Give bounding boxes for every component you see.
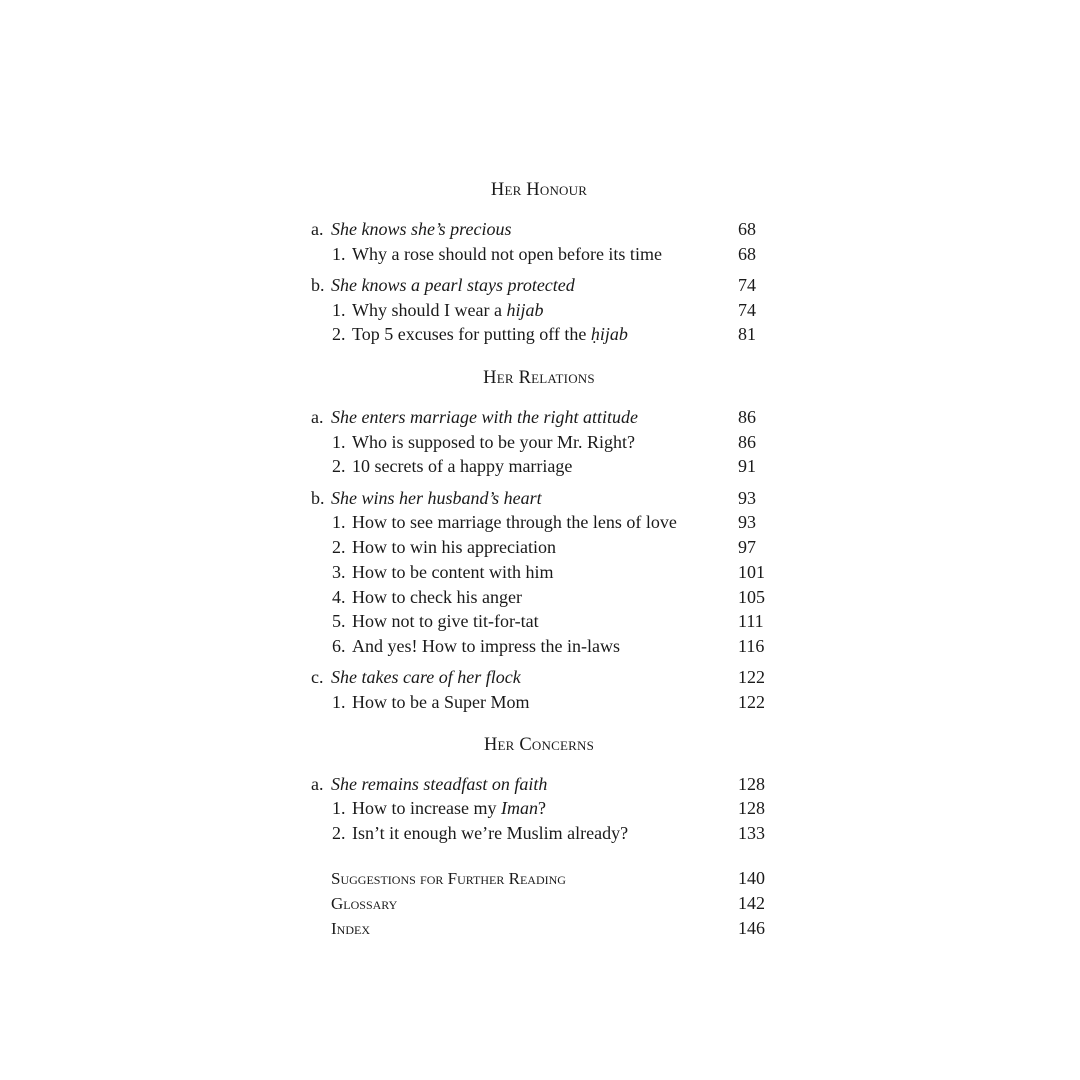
toc-entry: [0, 273, 1080, 298]
toc-entry: [0, 405, 1080, 430]
page-number: 146: [738, 918, 765, 938]
page-number: 93: [738, 512, 756, 532]
toc-subentry: [0, 242, 1080, 267]
page-number: 97: [738, 537, 756, 557]
subentry-number: 4.: [332, 587, 346, 607]
toc-back-matter-entry: [0, 916, 1080, 941]
subentry-number: 1.: [332, 512, 346, 532]
entry-marker: a.: [311, 219, 324, 239]
toc-subentry: [0, 690, 1080, 715]
page-number: 140: [738, 868, 765, 888]
subentry-number: 3.: [332, 562, 346, 582]
subentry-title: 10 secrets of a happy marriage: [352, 456, 573, 476]
toc-subentry: [0, 510, 1080, 535]
subentry-number: 1.: [332, 300, 346, 320]
toc-subentry: [0, 634, 1080, 659]
entry-title: She knows she’s precious: [331, 219, 512, 239]
entry-marker: a.: [311, 774, 324, 794]
toc-entry: [0, 217, 1080, 242]
page-number: 122: [738, 692, 765, 712]
page-number: 128: [738, 798, 765, 818]
subentry-title: Why should I wear a hijab: [352, 300, 544, 320]
section-heading-honour: Her Honour: [490, 180, 588, 200]
toc-subentry: [0, 298, 1080, 323]
entry-title: She wins her husband’s heart: [331, 488, 542, 508]
subentry-number: 5.: [332, 611, 346, 631]
subentry-number: 2.: [332, 324, 346, 344]
page-number: 86: [738, 407, 756, 427]
page-number: 142: [738, 893, 765, 913]
section-heading-concerns: Her Concerns: [483, 735, 594, 755]
subentry-title: And yes! How to impress the in-laws: [352, 636, 620, 656]
subentry-number: 1.: [332, 798, 346, 818]
page-number: 68: [738, 244, 756, 264]
page-number: 105: [738, 587, 765, 607]
subentry-number: 1.: [332, 432, 346, 452]
subentry-title: Who is supposed to be your Mr. Right?: [352, 432, 635, 452]
entry-title: She remains steadfast on faith: [331, 774, 548, 794]
page-number: 116: [738, 636, 765, 656]
subentry-title: How to be a Super Mom: [352, 692, 530, 712]
toc-back-matter-entry: [0, 891, 1080, 916]
back-matter-title: Glossary: [331, 894, 398, 913]
subentry-number: 1.: [332, 692, 346, 712]
entry-title: She knows a pearl stays protected: [331, 275, 575, 295]
section-heading-relations: Her Relations: [483, 368, 595, 388]
page-number: 122: [738, 667, 765, 687]
subentry-number: 2.: [332, 823, 346, 843]
toc-subentry: [0, 821, 1080, 846]
subentry-title: Isn’t it enough we’re Muslim already?: [352, 823, 629, 843]
toc-subentry: [0, 430, 1080, 455]
page-number: 91: [738, 456, 756, 476]
subentry-title: How to increase my Iman?: [352, 798, 546, 818]
page-number: 128: [738, 774, 765, 794]
toc-entry: [0, 665, 1080, 690]
subentry-number: 6.: [332, 636, 346, 656]
subentry-title: Top 5 excuses for putting off the ḥijab: [352, 324, 628, 344]
subentry-title: How to be content with him: [352, 562, 554, 582]
subentry-number: 1.: [332, 244, 346, 264]
subentry-number: 2.: [332, 456, 346, 476]
subentry-title: How to see marriage through the lens of love: [352, 512, 677, 532]
subentry-title: How not to give tit-for-tat: [352, 611, 539, 631]
toc-subentry: [0, 560, 1080, 585]
subentry-number: 2.: [332, 537, 346, 557]
subentry-title: Why a rose should not open before its time: [352, 244, 662, 264]
toc-entry: [0, 772, 1080, 797]
page-number: 74: [738, 275, 756, 295]
page-number: 68: [738, 219, 756, 239]
page-number: 93: [738, 488, 756, 508]
toc-subentry: [0, 454, 1080, 479]
back-matter-title: Index: [331, 919, 370, 938]
toc-subentry: [0, 585, 1080, 610]
toc-subentry: [0, 796, 1080, 821]
entry-title: She enters marriage with the right attitude: [331, 407, 638, 427]
page-number: 101: [738, 562, 765, 582]
toc-entry: [0, 486, 1080, 511]
toc-subentry: [0, 609, 1080, 634]
entry-marker: b.: [311, 488, 325, 508]
page-number: 74: [738, 300, 756, 320]
entry-marker: c.: [311, 667, 324, 687]
entry-marker: a.: [311, 407, 324, 427]
back-matter-title: Suggestions for Further Reading: [331, 869, 566, 888]
toc-subentry: [0, 322, 1080, 347]
toc-subentry: [0, 535, 1080, 560]
page-number: 81: [738, 324, 756, 344]
entry-title: She takes care of her flock: [331, 667, 521, 687]
toc-back-matter-entry: [0, 866, 1080, 891]
page-number: 86: [738, 432, 756, 452]
page-number: 133: [738, 823, 765, 843]
entry-marker: b.: [311, 275, 325, 295]
page-number: 111: [738, 611, 764, 631]
subentry-title: How to win his appreciation: [352, 537, 556, 557]
subentry-title: How to check his anger: [352, 587, 522, 607]
